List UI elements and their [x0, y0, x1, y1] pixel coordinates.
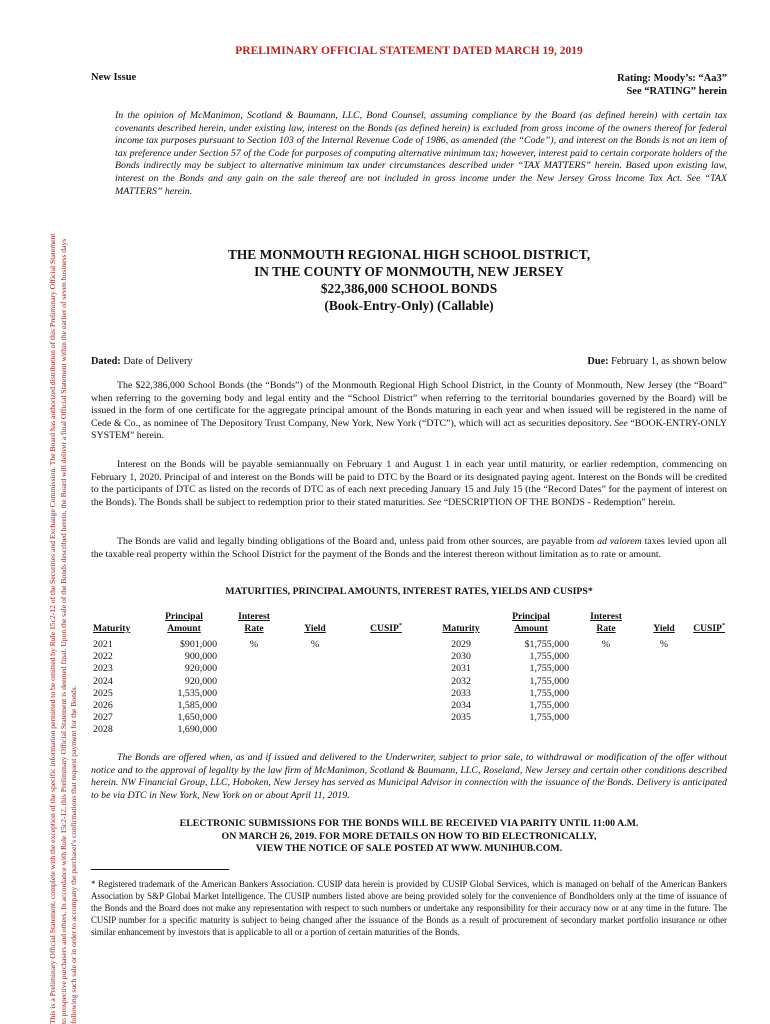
- bond-counsel-opinion: In the opinion of McManimon, Scotland & Baumann, LLC, Bond Counsel, assuming compliance by the Board (as defined herein) with certain tax covenants described herein, under existing law, interest on the Bonds (as defined herein) is excluded from gross income of the owners thereof for federal income tax purposes pursuant to Section 103 of the Internal Revenue Code of 1986, as amended (the “Code”), and interest on the Bonds is not an item of tax preference under Section 57 of the Code for purposes of computing alternative minimum tax; however, interest paid to certain corporate holders of the Bonds indirectly may be subject to alternative minimum tax under circumstances described under “TAX MATTERS” herein. Based upon existing law, interest on the Bonds and any gain on the sale thereof are not included in gross income under the New Jersey Gross Income Tax Act. See “TAX MATTERS” herein.: [115, 110, 727, 197]
- table-row: 2026 1,585,000 2034 1,755,000: [93, 700, 569, 712]
- electronic-submissions-notice: [91, 818, 727, 856]
- table-row: 2028 1,690,000: [93, 724, 217, 736]
- electronic-line-3: VIEW THE NOTICE OF SALE POSTED AT WWW. MUNIHUB.COM.: [255, 843, 563, 854]
- sidebar-disclaimer: [48, 24, 80, 1024]
- due-line: [587, 356, 727, 367]
- yield-blank: %: [310, 639, 320, 650]
- header-maturity: Maturity: [93, 623, 131, 634]
- preliminary-heading: PRELIMINARY OFFICIAL STATEMENT DATED MARCH 19, 2019: [235, 45, 583, 57]
- title-line-1: THE MONMOUTH REGIONAL HIGH SCHOOL DISTRICT,: [227, 247, 591, 262]
- paragraph-1-text: The $22,386,000 School Bonds (the “Bonds”) of the Monmouth Regional High School District, in the County of Monmouth, New Jersey (the “Board” when referring to the governing body and legal entity and the “School District” when referring to the territorial boundaries governed by the Board) will be issued in the form of one certificate for the aggregate principal amount of the Bonds maturing in each year and when issued will be registered in the name of Cede & Co., as nominee of The Depository Trust Company, New York, New York (“DTC”), which will act as securities depository.: [91, 380, 727, 429]
- table-row: 2024 920,000 2032 1,755,000: [93, 675, 569, 687]
- sidebar-line-3: following such sale or in order to accompany the purchaser's confirmations that request payment for the Bonds.: [69, 685, 79, 1024]
- paragraph-obligations: [91, 536, 727, 561]
- yield-blank-2: %: [659, 639, 669, 650]
- rating-line-2: See “RATING” herein: [626, 86, 727, 97]
- header-cusip: CUSIP*: [370, 622, 402, 634]
- rating-line-1: Rating: Moody’s: “Aa3”: [617, 73, 727, 84]
- maturities-header-row: [91, 611, 727, 639]
- dated-label: Dated:: [91, 356, 121, 367]
- sidebar-line-2: to prospective purchasers and others. In accordance with Rule 15c2-12, this Preliminary Official Statement is deemed final. Upon the sale of the Bonds described herein, the Board will deliver a final Official Statement within the earlier of seven business days: [58, 238, 68, 1024]
- dated-value: Date of Delivery: [123, 356, 193, 367]
- paragraph-interest: [91, 459, 727, 509]
- due-label: Due:: [587, 356, 609, 367]
- title-line-2: IN THE COUNTY OF MONMOUTH, NEW JERSEY: [254, 264, 564, 279]
- due-value: February 1, as shown below: [611, 356, 727, 367]
- paragraph-bonds-description: [91, 380, 727, 443]
- header-interest-rate-2: Interest Rate: [590, 611, 622, 634]
- paragraph-2-ref: “DESCRIPTION OF THE BONDS - Redemption” herein.: [443, 496, 676, 508]
- offering-paragraph: The Bonds are offered when, as and if issued and delivered to the Underwriter, subject to prior sale, to withdrawal or modification of the offer without notice and to the approval of legality by the law firm of McManimon, Scotland & Baumann, LLC, Roseland, New Jersey and certain other conditions described herein. NW Financial Group, LLC, Hoboken, New Jersey has served as Municipal Advisor in connection with the issuance of the Bonds. Delivery is anticipated to be via DTC in New York, New York on or about April 11, 2019.: [91, 752, 727, 801]
- table-row: 2023 920,000 2031 1,755,000: [93, 663, 569, 675]
- footnote-divider: [91, 869, 229, 870]
- paragraph-2-text: Interest on the Bonds will be payable semiannually on February 1 and August 1 in each year until maturity, or earlier redemption, commencing on February 1, 2020. Principal of and interest on the Bonds will be paid to DTC by the Board or its designated paying agent. Interest on the Bonds will be credited to the participants of DTC as listed on the records of DTC as of each next preceding January 15 and July 15 (the “Record Dates” for the payment of interest on the Bonds). The Bonds shall be subject to redemption prior to their stated maturities.: [91, 459, 727, 508]
- paragraph-3-text-b: taxes levied upon all the taxable real property within the School District for the payment of the Bonds and the interest thereon without limitation as to rate or amount.: [91, 536, 728, 560]
- header-cusip-2: CUSIP*: [693, 622, 725, 634]
- paragraph-3-italic: ad valorem: [597, 536, 642, 547]
- header-yield: Yield: [304, 623, 326, 634]
- table-row: 2025 1,535,000 2033 1,755,000: [93, 687, 569, 699]
- table-row: 2027 1,650,000 2035 1,755,000: [93, 712, 569, 724]
- sidebar-line-1: This is a Preliminary Official Statement, complete with the exception of the specific information permitted to be omitted by Rule 15c2-12 of the Securities and Exchange Commission. The Board has authorized distribution of this Preliminary Official Statement: [48, 233, 57, 1024]
- electronic-line-2: ON MARCH 26, 2019. FOR MORE DETAILS ON HOW TO BID ELECTRONICALLY,: [221, 830, 597, 842]
- cusip-footnote: * Registered trademark of the American Bankers Association. CUSIP data herein is provided by CUSIP Global Services, which is managed on behalf of the American Bankers Association by S&P Global Market Intelligence. The CUSIP numbers listed above are being provided solely for the convenience of Bondholders only at the time of issuance of the Bonds and the Board does not make any representation with respect to such numbers or undertake any responsibility for their accuracy now or at any time in the future. The CUSIP number for a specific maturity is subject to being changed after the issuance of the Bonds as a result of procurement of secondary market portfolio insurance or other similar enhancement by investors that is applicable to all or a portion of certain maturities of the Bonds.: [91, 879, 727, 937]
- rate-blank: %: [249, 639, 259, 650]
- title-line-3: $22,386,000 SCHOOL BONDS: [320, 281, 498, 296]
- header-principal-amount-2: Principal Amount: [512, 611, 550, 634]
- document-title: [91, 246, 727, 314]
- title-line-4: (Book-Entry-Only) (Callable): [324, 298, 494, 313]
- rating-block: [617, 72, 727, 98]
- header-principal-amount: Principal Amount: [165, 611, 203, 634]
- paragraph-1-see: See: [614, 417, 628, 429]
- new-issue-label: New Issue: [91, 72, 137, 83]
- electronic-line-1: ELECTRONIC SUBMISSIONS FOR THE BONDS WILL BE RECEIVED VIA PARITY UNTIL 11:00 A.M.: [179, 818, 639, 829]
- paragraph-2-see: See: [427, 496, 442, 508]
- maturities-heading: MATURITIES, PRINCIPAL AMOUNTS, INTEREST RATES, YIELDS AND CUSIPS*: [225, 586, 593, 597]
- paragraph-3-text-a: The Bonds are valid and legally binding obligations of the Board and, unless paid from other sources, are payable from: [117, 536, 595, 547]
- header-yield-2: Yield: [653, 623, 675, 634]
- table-row: 2022 900,000 2030 1,755,000: [93, 651, 569, 663]
- maturities-table: [91, 611, 727, 737]
- header-interest-rate: Interest Rate: [238, 611, 270, 634]
- dated-line: [91, 356, 193, 367]
- rate-blank-2: %: [601, 639, 611, 650]
- header-maturity-2: Maturity: [442, 623, 480, 634]
- paragraph-1-ref: “BOOK-ENTRY-ONLY SYSTEM” herein.: [91, 417, 728, 442]
- table-row: 2021 $901,000 % % 2029 $1,755,000 % %: [91, 639, 727, 651]
